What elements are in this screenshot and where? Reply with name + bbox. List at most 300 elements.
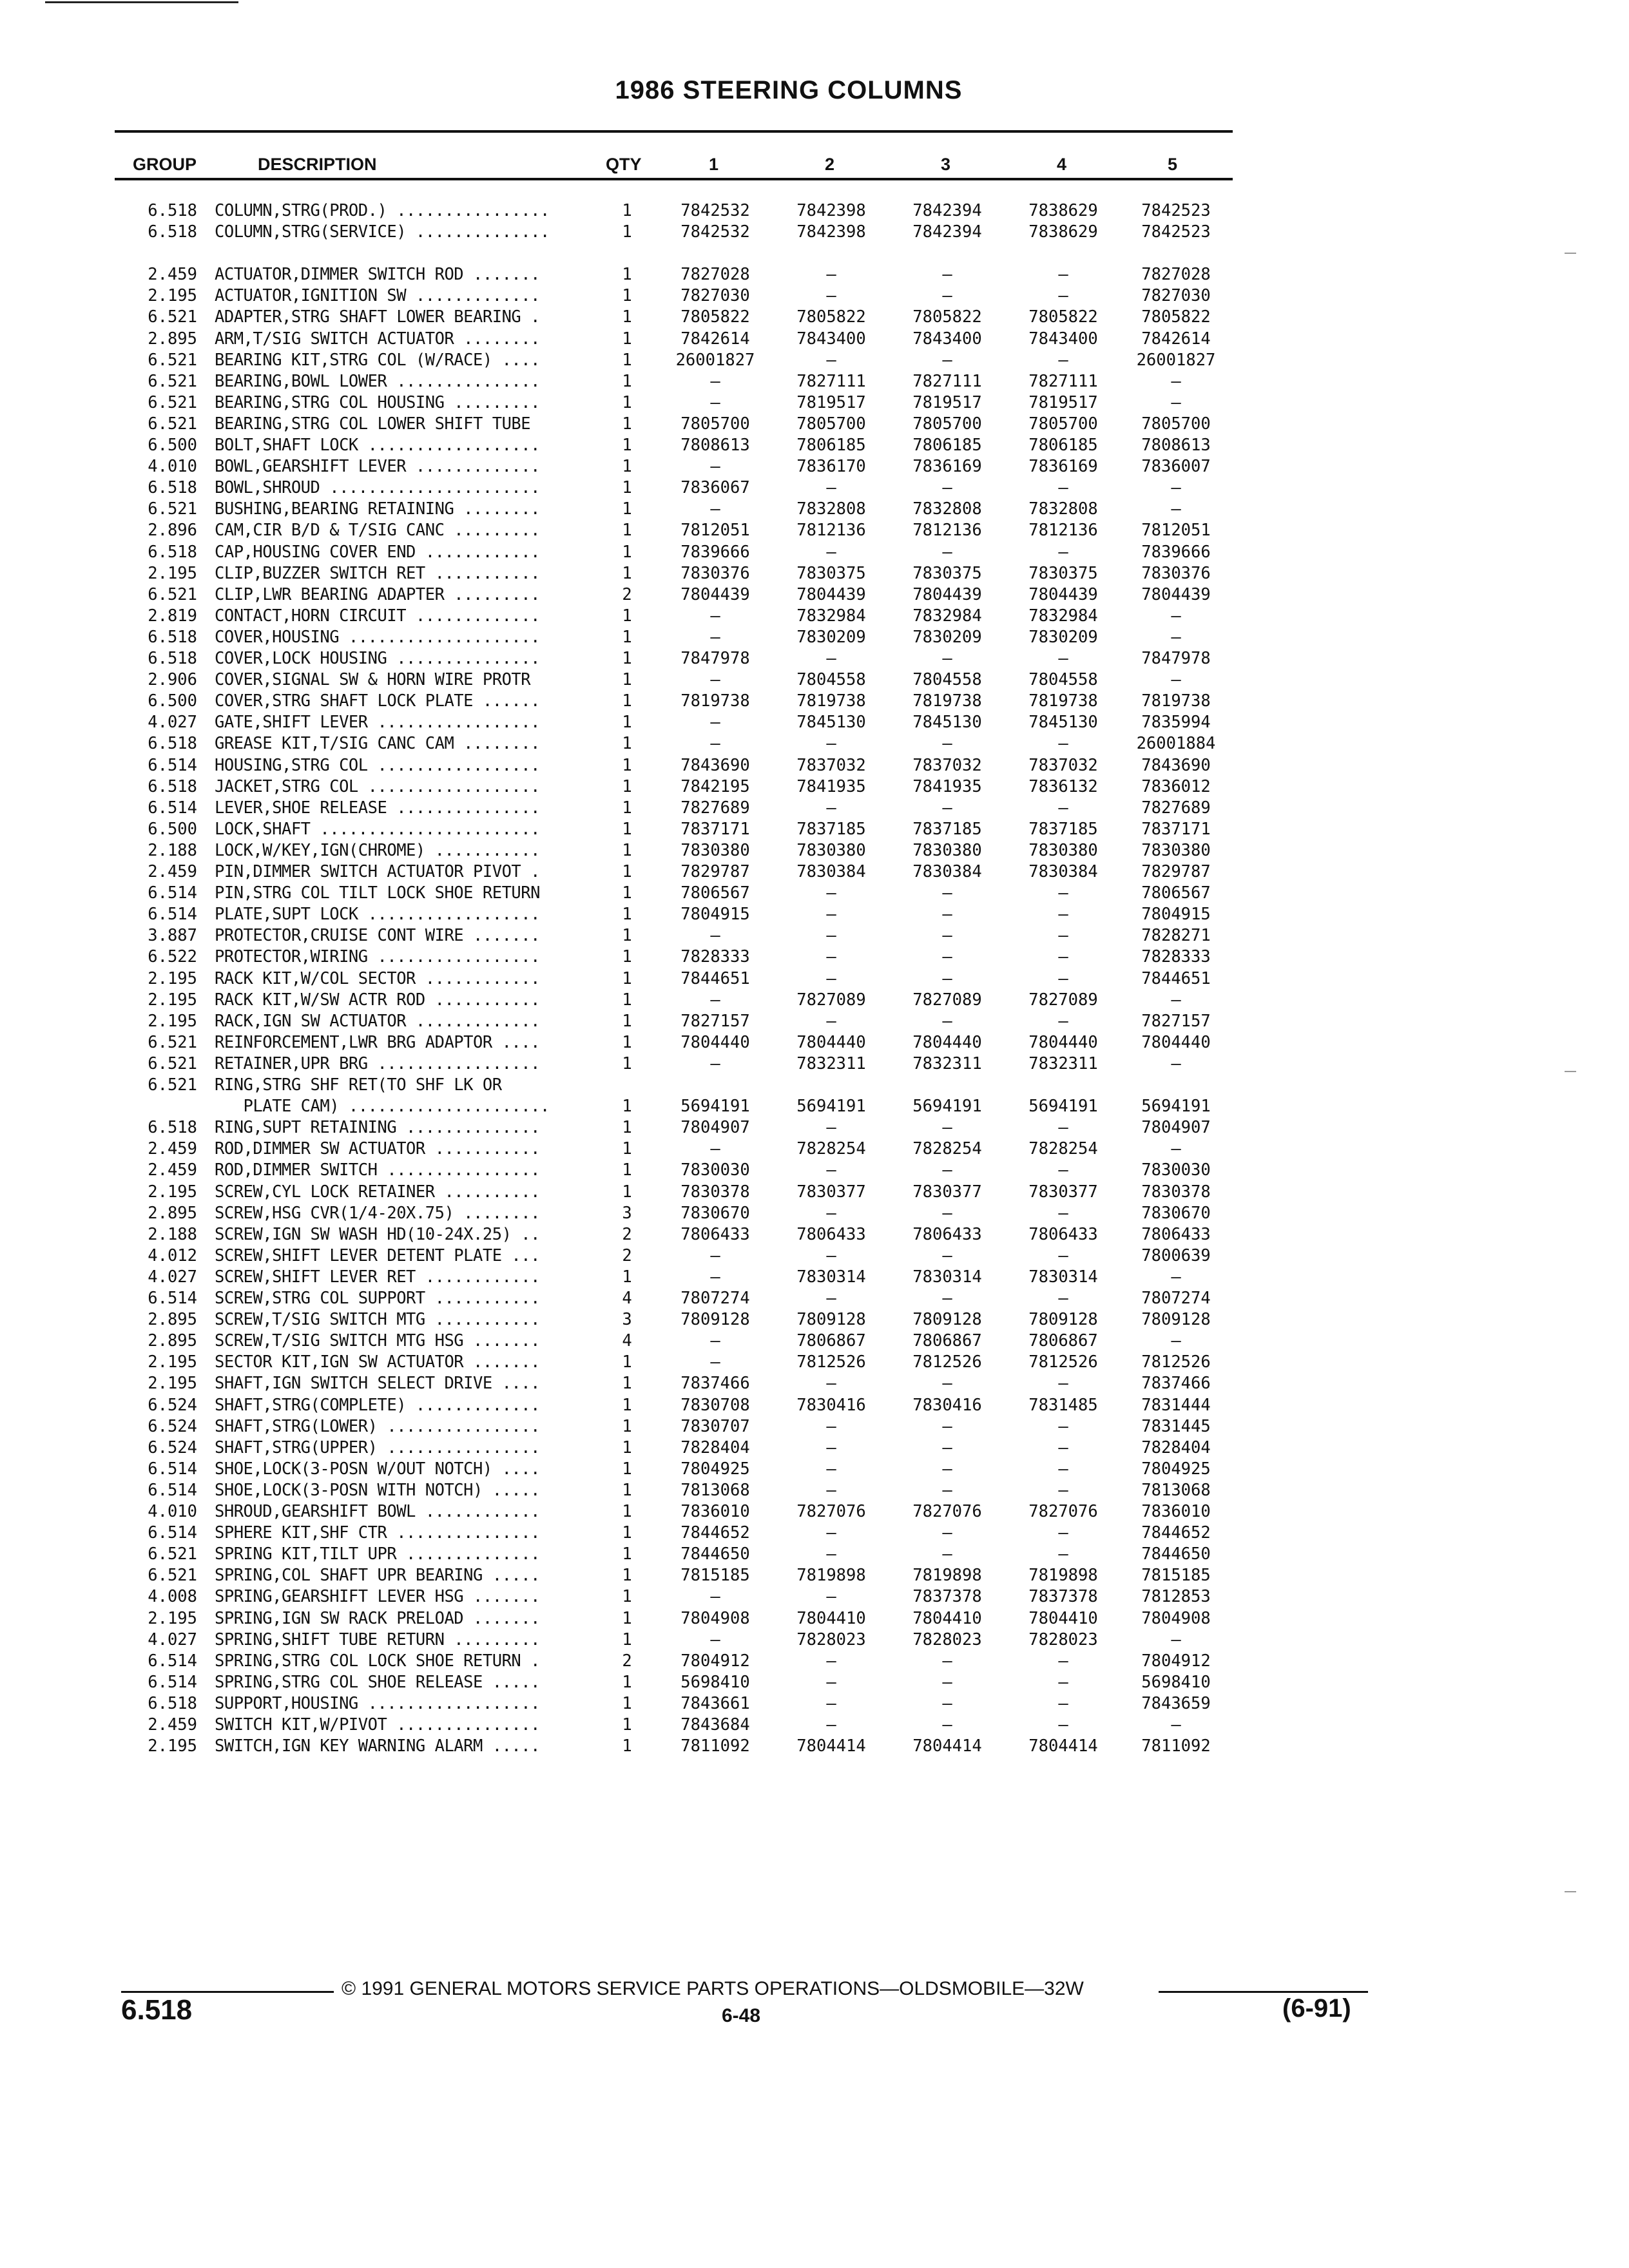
part-number-col-5: — [1171, 1139, 1181, 1159]
part-description: REINFORCEMENT,LWR BRG ADAPTOR .... [215, 1032, 540, 1052]
part-number-col-3: — [942, 1437, 952, 1457]
group-number: 2.195 [148, 1608, 197, 1628]
part-description: ROD,DIMMER SW ACTUATOR ........... [215, 1139, 540, 1159]
part-number-col-1: — [710, 499, 720, 519]
part-description: ACTUATOR,IGNITION SW ............. [215, 286, 540, 306]
part-number-col-5: 7827157 [1141, 1011, 1211, 1031]
part-number-col-1: 7827030 [680, 286, 750, 306]
part-number-col-3: 7841935 [912, 776, 982, 796]
part-description: SPRING,SHIFT TUBE RETURN ......... [215, 1629, 540, 1649]
part-number-col-5: 7830376 [1141, 563, 1211, 583]
group-number: 6.521 [148, 499, 197, 519]
part-number-col-2: 7830416 [796, 1395, 866, 1415]
part-description: CAM,CIR B/D & T/SIG CANC ......... [215, 521, 540, 541]
part-number-col-2: — [826, 478, 836, 498]
part-description: LOCK,W/KEY,IGN(CHROME) ........... [215, 840, 540, 860]
part-number-col-2: 7805822 [796, 307, 866, 327]
group-number: 2.195 [148, 286, 197, 306]
part-number-col-4: 7830209 [1028, 627, 1098, 647]
part-number-col-1: — [710, 1245, 720, 1265]
part-number-col-1: 7805822 [680, 307, 750, 327]
part-number-col-1: 7808613 [680, 436, 750, 455]
part-number-col-5: 7847978 [1141, 649, 1211, 668]
quantity: 1 [622, 521, 632, 541]
group-number: 6.518 [148, 201, 197, 220]
part-number-col-5: 5694191 [1141, 1097, 1211, 1117]
part-number-col-4: — [1058, 1480, 1068, 1500]
part-number-col-4: — [1058, 1672, 1068, 1692]
part-description: BEARING,BOWL LOWER ............... [215, 371, 540, 391]
group-number: 2.195 [148, 1182, 197, 1202]
part-number-col-5: 7827030 [1141, 286, 1211, 306]
part-number-col-5: 7828404 [1141, 1437, 1211, 1457]
part-number-col-1: 7806433 [680, 1224, 750, 1244]
part-number-col-1: 7830708 [680, 1395, 750, 1415]
part-number-col-3: 7804558 [912, 670, 982, 690]
part-number-col-3: 7827111 [912, 371, 982, 391]
part-number-col-1: 5694191 [680, 1097, 750, 1117]
group-number: 6.514 [148, 1672, 197, 1692]
part-description: ROD,DIMMER SWITCH ................ [215, 1160, 540, 1180]
quantity: 1 [622, 627, 632, 647]
group-number: 2.188 [148, 840, 197, 860]
part-number-col-5: 7831444 [1141, 1395, 1211, 1415]
part-number-col-3: 7836169 [912, 457, 982, 477]
part-number-col-2: — [826, 1203, 836, 1223]
part-number-col-1: 7807274 [680, 1289, 750, 1308]
part-number-col-1: 5698410 [680, 1672, 750, 1692]
part-number-col-3: — [942, 798, 952, 818]
part-number-col-4: 7804410 [1028, 1608, 1098, 1628]
part-number-col-2: 7806433 [796, 1224, 866, 1244]
part-number-col-2: — [826, 1587, 836, 1607]
part-description: SCREW,SHIFT LEVER RET ............ [215, 1267, 540, 1287]
part-number-col-3: — [942, 968, 952, 988]
part-number-col-3: 7805700 [912, 414, 982, 434]
part-number-col-1: 7804440 [680, 1032, 750, 1052]
part-number-col-5: 7813068 [1141, 1480, 1211, 1500]
quantity: 1 [622, 1374, 632, 1394]
part-number-col-4: 7812136 [1028, 521, 1098, 541]
part-number-col-3: — [942, 478, 952, 498]
part-number-col-4: 7830377 [1028, 1182, 1098, 1202]
part-number-col-2: — [826, 1480, 836, 1500]
part-description: RACK,IGN SW ACTUATOR ............. [215, 1011, 540, 1031]
group-number: 2.459 [148, 1139, 197, 1159]
part-description: COVER,SIGNAL SW & HORN WIRE PROTR [215, 670, 531, 690]
part-number-col-4: — [1058, 1437, 1068, 1457]
part-number-col-5: 7843690 [1141, 755, 1211, 775]
group-number: 6.521 [148, 371, 197, 391]
part-number-col-4: 7828023 [1028, 1629, 1098, 1649]
group-number: 6.524 [148, 1437, 197, 1457]
group-number: 2.895 [148, 1331, 197, 1351]
part-number-col-4: 7804414 [1028, 1736, 1098, 1756]
part-number-col-5: 7844650 [1141, 1544, 1211, 1564]
part-description: RACK KIT,W/COL SECTOR ............ [215, 968, 540, 988]
quantity: 1 [622, 1736, 632, 1756]
part-number-col-1: 7836067 [680, 478, 750, 498]
part-number-col-3: 5694191 [912, 1097, 982, 1117]
part-number-col-3: — [942, 350, 952, 370]
part-number-col-2: 7836170 [796, 457, 866, 477]
part-description: SPRING,IGN SW RACK PRELOAD ....... [215, 1608, 540, 1628]
part-number-col-2: 7828254 [796, 1139, 866, 1159]
part-number-col-5: 7831445 [1141, 1416, 1211, 1436]
part-number-col-3: 7837185 [912, 819, 982, 839]
part-number-col-2: 7830209 [796, 627, 866, 647]
part-number-col-1: — [710, 1587, 720, 1607]
part-description: SCREW,STRG COL SUPPORT ........... [215, 1289, 540, 1308]
quantity: 1 [622, 1182, 632, 1202]
part-number-col-3: 7819738 [912, 691, 982, 711]
quantity: 1 [622, 1352, 632, 1372]
group-number: 6.524 [148, 1395, 197, 1415]
part-number-col-4: 7819738 [1028, 691, 1098, 711]
footer-copyright: © 1991 GENERAL MOTORS SERVICE PARTS OPERATIONS—OLDSMOBILE—32W [342, 1978, 1084, 1999]
part-number-col-4: 7830314 [1028, 1267, 1098, 1287]
group-number: 6.518 [148, 478, 197, 498]
part-number-col-3: 7804439 [912, 584, 982, 604]
part-number-col-2: — [826, 350, 836, 370]
part-description: RACK KIT,W/SW ACTR ROD ........... [215, 990, 540, 1010]
group-number: 6.514 [148, 905, 197, 925]
part-number-col-1: 7830380 [680, 840, 750, 860]
part-description: ACTUATOR,DIMMER SWITCH ROD ....... [215, 265, 540, 285]
part-number-col-1: 7830707 [680, 1416, 750, 1436]
group-number: 6.518 [148, 1118, 197, 1138]
group-number: 6.521 [148, 1053, 197, 1073]
part-number-col-3: 7806185 [912, 436, 982, 455]
quantity: 1 [622, 563, 632, 583]
part-number-col-4: 7827076 [1028, 1502, 1098, 1521]
part-description: SCREW,CYL LOCK RETAINER .......... [215, 1182, 540, 1202]
quantity: 2 [622, 1651, 632, 1671]
part-number-col-1: 7842532 [680, 201, 750, 220]
part-number-col-2: 7830375 [796, 563, 866, 583]
group-number: 2.195 [148, 1374, 197, 1394]
part-number-col-2: — [826, 1437, 836, 1457]
part-description: RING,SUPT RETAINING .............. [215, 1118, 540, 1138]
header-col-5: 5 [1168, 155, 1178, 174]
part-number-col-4: 7806867 [1028, 1331, 1098, 1351]
part-number-col-3: — [942, 1203, 952, 1223]
part-number-col-4: — [1058, 1715, 1068, 1735]
part-description: HOUSING,STRG COL ................. [215, 755, 540, 775]
footer-rule-right [1159, 1991, 1368, 1993]
part-number-col-2: — [826, 883, 836, 903]
part-number-col-4: — [1058, 542, 1068, 562]
quantity: 1 [622, 1693, 632, 1713]
part-number-col-1: 7842614 [680, 329, 750, 349]
part-number-col-4: — [1058, 1523, 1068, 1543]
quantity: 1 [622, 329, 632, 349]
part-description: LOCK,SHAFT ....................... [215, 819, 540, 839]
group-number: 6.500 [148, 436, 197, 455]
header-qty: QTY [606, 155, 642, 174]
part-description: SCREW,T/SIG SWITCH MTG ........... [215, 1310, 540, 1330]
quantity: 2 [622, 584, 632, 604]
group-number: 6.521 [148, 584, 197, 604]
part-number-col-1: 7837171 [680, 819, 750, 839]
part-number-col-1: 7804908 [680, 1608, 750, 1628]
header-description: DESCRIPTION [258, 155, 377, 174]
group-number: 6.518 [148, 776, 197, 796]
part-number-col-2: — [826, 1651, 836, 1671]
part-number-col-4: 5694191 [1028, 1097, 1098, 1117]
part-number-col-5: 7842614 [1141, 329, 1211, 349]
part-number-col-5: 7805822 [1141, 307, 1211, 327]
part-number-col-4: 7837378 [1028, 1587, 1098, 1607]
part-number-col-1: 7811092 [680, 1736, 750, 1756]
part-number-col-5: 7844652 [1141, 1523, 1211, 1543]
part-number-col-3: 7827076 [912, 1502, 982, 1521]
part-number-col-5: 26001827 [1136, 350, 1216, 370]
part-number-col-4: 7832311 [1028, 1053, 1098, 1073]
quantity: 1 [622, 265, 632, 285]
part-number-col-4: 7819517 [1028, 392, 1098, 412]
part-number-col-5: 7842523 [1141, 222, 1211, 242]
part-description: COVER,LOCK HOUSING ............... [215, 649, 540, 668]
part-number-col-5: 5698410 [1141, 1672, 1211, 1692]
part-description: COVER,STRG SHAFT LOCK PLATE ...... [215, 691, 540, 711]
part-number-col-2: 7832984 [796, 606, 866, 626]
part-description: BOWL,SHROUD ...................... [215, 478, 540, 498]
part-number-col-2: 7806867 [796, 1331, 866, 1351]
group-number: 3.887 [148, 926, 197, 946]
part-number-col-4: 7827111 [1028, 371, 1098, 391]
quantity: 1 [622, 392, 632, 412]
part-number-col-2: 7805700 [796, 414, 866, 434]
part-description: SHAFT,IGN SWITCH SELECT DRIVE .... [215, 1374, 540, 1394]
part-number-col-1: 7828333 [680, 947, 750, 967]
part-number-col-4: 7804558 [1028, 670, 1098, 690]
part-number-col-1: 7844651 [680, 968, 750, 988]
part-description: LEVER,SHOE RELEASE ............... [215, 798, 540, 818]
part-description: SCREW,SHIFT LEVER DETENT PLATE ... [215, 1245, 540, 1265]
part-number-col-1: 7804912 [680, 1651, 750, 1671]
quantity: 1 [622, 499, 632, 519]
part-number-col-2: 7837032 [796, 755, 866, 775]
part-number-col-3: 7819517 [912, 392, 982, 412]
part-number-col-1: 7806567 [680, 883, 750, 903]
part-description: SCREW,IGN SW WASH HD(10-24X.25) .. [215, 1224, 540, 1244]
quantity: 3 [622, 1310, 632, 1330]
part-number-col-5: 7844651 [1141, 968, 1211, 988]
part-number-col-1: — [710, 1267, 720, 1287]
part-number-col-3: 7842394 [912, 201, 982, 220]
part-number-col-1: — [710, 457, 720, 477]
part-description: BEARING KIT,STRG COL (W/RACE) .... [215, 350, 540, 370]
group-number: 2.895 [148, 329, 197, 349]
part-number-col-4: 7832808 [1028, 499, 1098, 519]
part-number-col-3: 7830416 [912, 1395, 982, 1415]
part-number-col-3: 7812526 [912, 1352, 982, 1372]
group-number: 4.010 [148, 457, 197, 477]
quantity: 1 [622, 1139, 632, 1159]
part-description: SHAFT,STRG(UPPER) ................ [215, 1437, 540, 1457]
group-number: 6.518 [148, 542, 197, 562]
part-number-col-2: 7845130 [796, 713, 866, 733]
quantity: 3 [622, 1203, 632, 1223]
part-number-col-5: 7804908 [1141, 1608, 1211, 1628]
part-description: COVER,HOUSING .................... [215, 627, 540, 647]
part-number-col-3: — [942, 905, 952, 925]
header-top-rule [115, 130, 1233, 133]
part-number-col-4: — [1058, 947, 1068, 967]
part-number-col-2: 7806185 [796, 436, 866, 455]
quantity: 1 [622, 307, 632, 327]
part-number-col-1: 7829787 [680, 862, 750, 881]
group-number: 6.524 [148, 1416, 197, 1436]
part-number-col-3: 7806867 [912, 1331, 982, 1351]
quantity: 1 [622, 222, 632, 242]
quantity: 2 [622, 1245, 632, 1265]
part-number-col-5: — [1171, 478, 1181, 498]
part-number-col-3: 7832984 [912, 606, 982, 626]
group-number: 2.195 [148, 1352, 197, 1372]
part-description: SCREW,HSG CVR(1/4-20X.75) ........ [215, 1203, 540, 1223]
part-number-col-1: 7804907 [680, 1118, 750, 1138]
part-number-col-1: 7804915 [680, 905, 750, 925]
part-number-col-3: 7827089 [912, 990, 982, 1010]
group-number: 6.518 [148, 1693, 197, 1713]
part-number-col-3: 7806433 [912, 1224, 982, 1244]
part-number-col-4: — [1058, 1693, 1068, 1713]
part-number-col-2: 7830384 [796, 862, 866, 881]
part-number-col-4: 7827089 [1028, 990, 1098, 1010]
part-number-col-3: 7805822 [912, 307, 982, 327]
part-number-col-4: — [1058, 350, 1068, 370]
part-description: SUPPORT,HOUSING .................. [215, 1693, 540, 1713]
quantity: 1 [622, 905, 632, 925]
part-number-col-3: — [942, 1160, 952, 1180]
quantity: 1 [622, 1395, 632, 1415]
part-number-col-5: 7827689 [1141, 798, 1211, 818]
group-number: 6.514 [148, 1523, 197, 1543]
quantity: 1 [622, 1459, 632, 1479]
part-description: GATE,SHIFT LEVER ................. [215, 713, 540, 733]
part-number-col-2: 7832808 [796, 499, 866, 519]
part-number-col-4: — [1058, 265, 1068, 285]
part-number-col-3: 7837378 [912, 1587, 982, 1607]
part-number-col-3: — [942, 1245, 952, 1265]
part-number-col-2: 7830314 [796, 1267, 866, 1287]
group-number: 6.521 [148, 1075, 197, 1095]
part-number-col-2: 7819898 [796, 1566, 866, 1586]
quantity: 1 [622, 1523, 632, 1543]
part-number-col-3: — [942, 734, 952, 754]
quantity: 1 [622, 436, 632, 455]
footer-section-number: 6.518 [121, 1994, 193, 2026]
part-number-col-1: 26001827 [675, 350, 755, 370]
group-number: 6.521 [148, 1566, 197, 1586]
quantity: 4 [622, 1331, 632, 1351]
part-number-col-5: — [1171, 990, 1181, 1010]
quantity: 1 [622, 798, 632, 818]
part-number-col-1: — [710, 1139, 720, 1159]
part-number-col-5: 7804925 [1141, 1459, 1211, 1479]
part-number-col-2: — [826, 1544, 836, 1564]
part-number-col-5: 7804907 [1141, 1118, 1211, 1138]
part-number-col-1: 7830376 [680, 563, 750, 583]
group-number: 6.514 [148, 1289, 197, 1308]
part-number-col-1: 7843661 [680, 1693, 750, 1713]
group-number: 2.195 [148, 990, 197, 1010]
part-description: SPRING,STRG COL SHOE RELEASE ..... [215, 1672, 540, 1692]
part-number-col-2: 7804410 [796, 1608, 866, 1628]
quantity: 1 [622, 1437, 632, 1457]
part-number-col-1: — [710, 1352, 720, 1372]
part-number-col-3: — [942, 1374, 952, 1394]
part-description: SPRING,GEARSHIFT LEVER HSG ....... [215, 1587, 540, 1607]
part-number-col-2: 7830377 [796, 1182, 866, 1202]
part-number-col-5: — [1171, 670, 1181, 690]
part-number-col-5: 7804912 [1141, 1651, 1211, 1671]
part-number-col-4: 7838629 [1028, 201, 1098, 220]
part-number-col-2: 7819517 [796, 392, 866, 412]
part-number-col-2: — [826, 798, 836, 818]
quantity: 1 [622, 1608, 632, 1628]
part-number-col-1: 7836010 [680, 1502, 750, 1521]
part-number-col-2: 7804440 [796, 1032, 866, 1052]
group-number: 6.500 [148, 819, 197, 839]
part-number-col-3: 7837032 [912, 755, 982, 775]
part-number-col-4: — [1058, 1544, 1068, 1564]
part-number-col-1: — [710, 734, 720, 754]
part-number-col-3: — [942, 1651, 952, 1671]
group-number: 4.012 [148, 1245, 197, 1265]
quantity: 1 [622, 968, 632, 988]
group-number: 2.459 [148, 265, 197, 285]
quantity: 1 [622, 414, 632, 434]
part-number-col-5: 7837466 [1141, 1374, 1211, 1394]
part-description: COLUMN,STRG(PROD.) ................ [215, 201, 550, 220]
part-number-col-4: 7806433 [1028, 1224, 1098, 1244]
group-number: 2.188 [148, 1224, 197, 1244]
part-number-col-4: — [1058, 1374, 1068, 1394]
part-number-col-4: — [1058, 1160, 1068, 1180]
header-col-4: 4 [1057, 155, 1067, 174]
quantity: 2 [622, 1224, 632, 1244]
part-number-col-2: 7804558 [796, 670, 866, 690]
part-description: GREASE KIT,T/SIG CANC CAM ........ [215, 734, 540, 754]
part-description: RETAINER,UPR BRG ................. [215, 1053, 540, 1073]
quantity: 1 [622, 371, 632, 391]
part-number-col-2: — [826, 1672, 836, 1692]
group-number: 2.895 [148, 1310, 197, 1330]
quantity: 1 [622, 1097, 632, 1117]
part-number-col-5: — [1171, 1331, 1181, 1351]
part-number-col-1: 7830670 [680, 1203, 750, 1223]
part-number-col-4: — [1058, 968, 1068, 988]
part-number-col-5: 7809128 [1141, 1310, 1211, 1330]
footer-rule-left [121, 1991, 334, 1993]
part-number-col-1: 7804925 [680, 1459, 750, 1479]
quantity: 1 [622, 286, 632, 306]
group-number: 6.518 [148, 627, 197, 647]
part-number-col-1: — [710, 627, 720, 647]
part-number-col-1: 7809128 [680, 1310, 750, 1330]
part-number-col-2: 7827111 [796, 371, 866, 391]
part-number-col-3: — [942, 883, 952, 903]
quantity: 1 [622, 1629, 632, 1649]
part-number-col-5: 7828333 [1141, 947, 1211, 967]
part-number-col-4: 7819898 [1028, 1566, 1098, 1586]
part-number-col-1: 7827028 [680, 265, 750, 285]
part-number-col-1: 7813068 [680, 1480, 750, 1500]
group-number: 6.514 [148, 883, 197, 903]
